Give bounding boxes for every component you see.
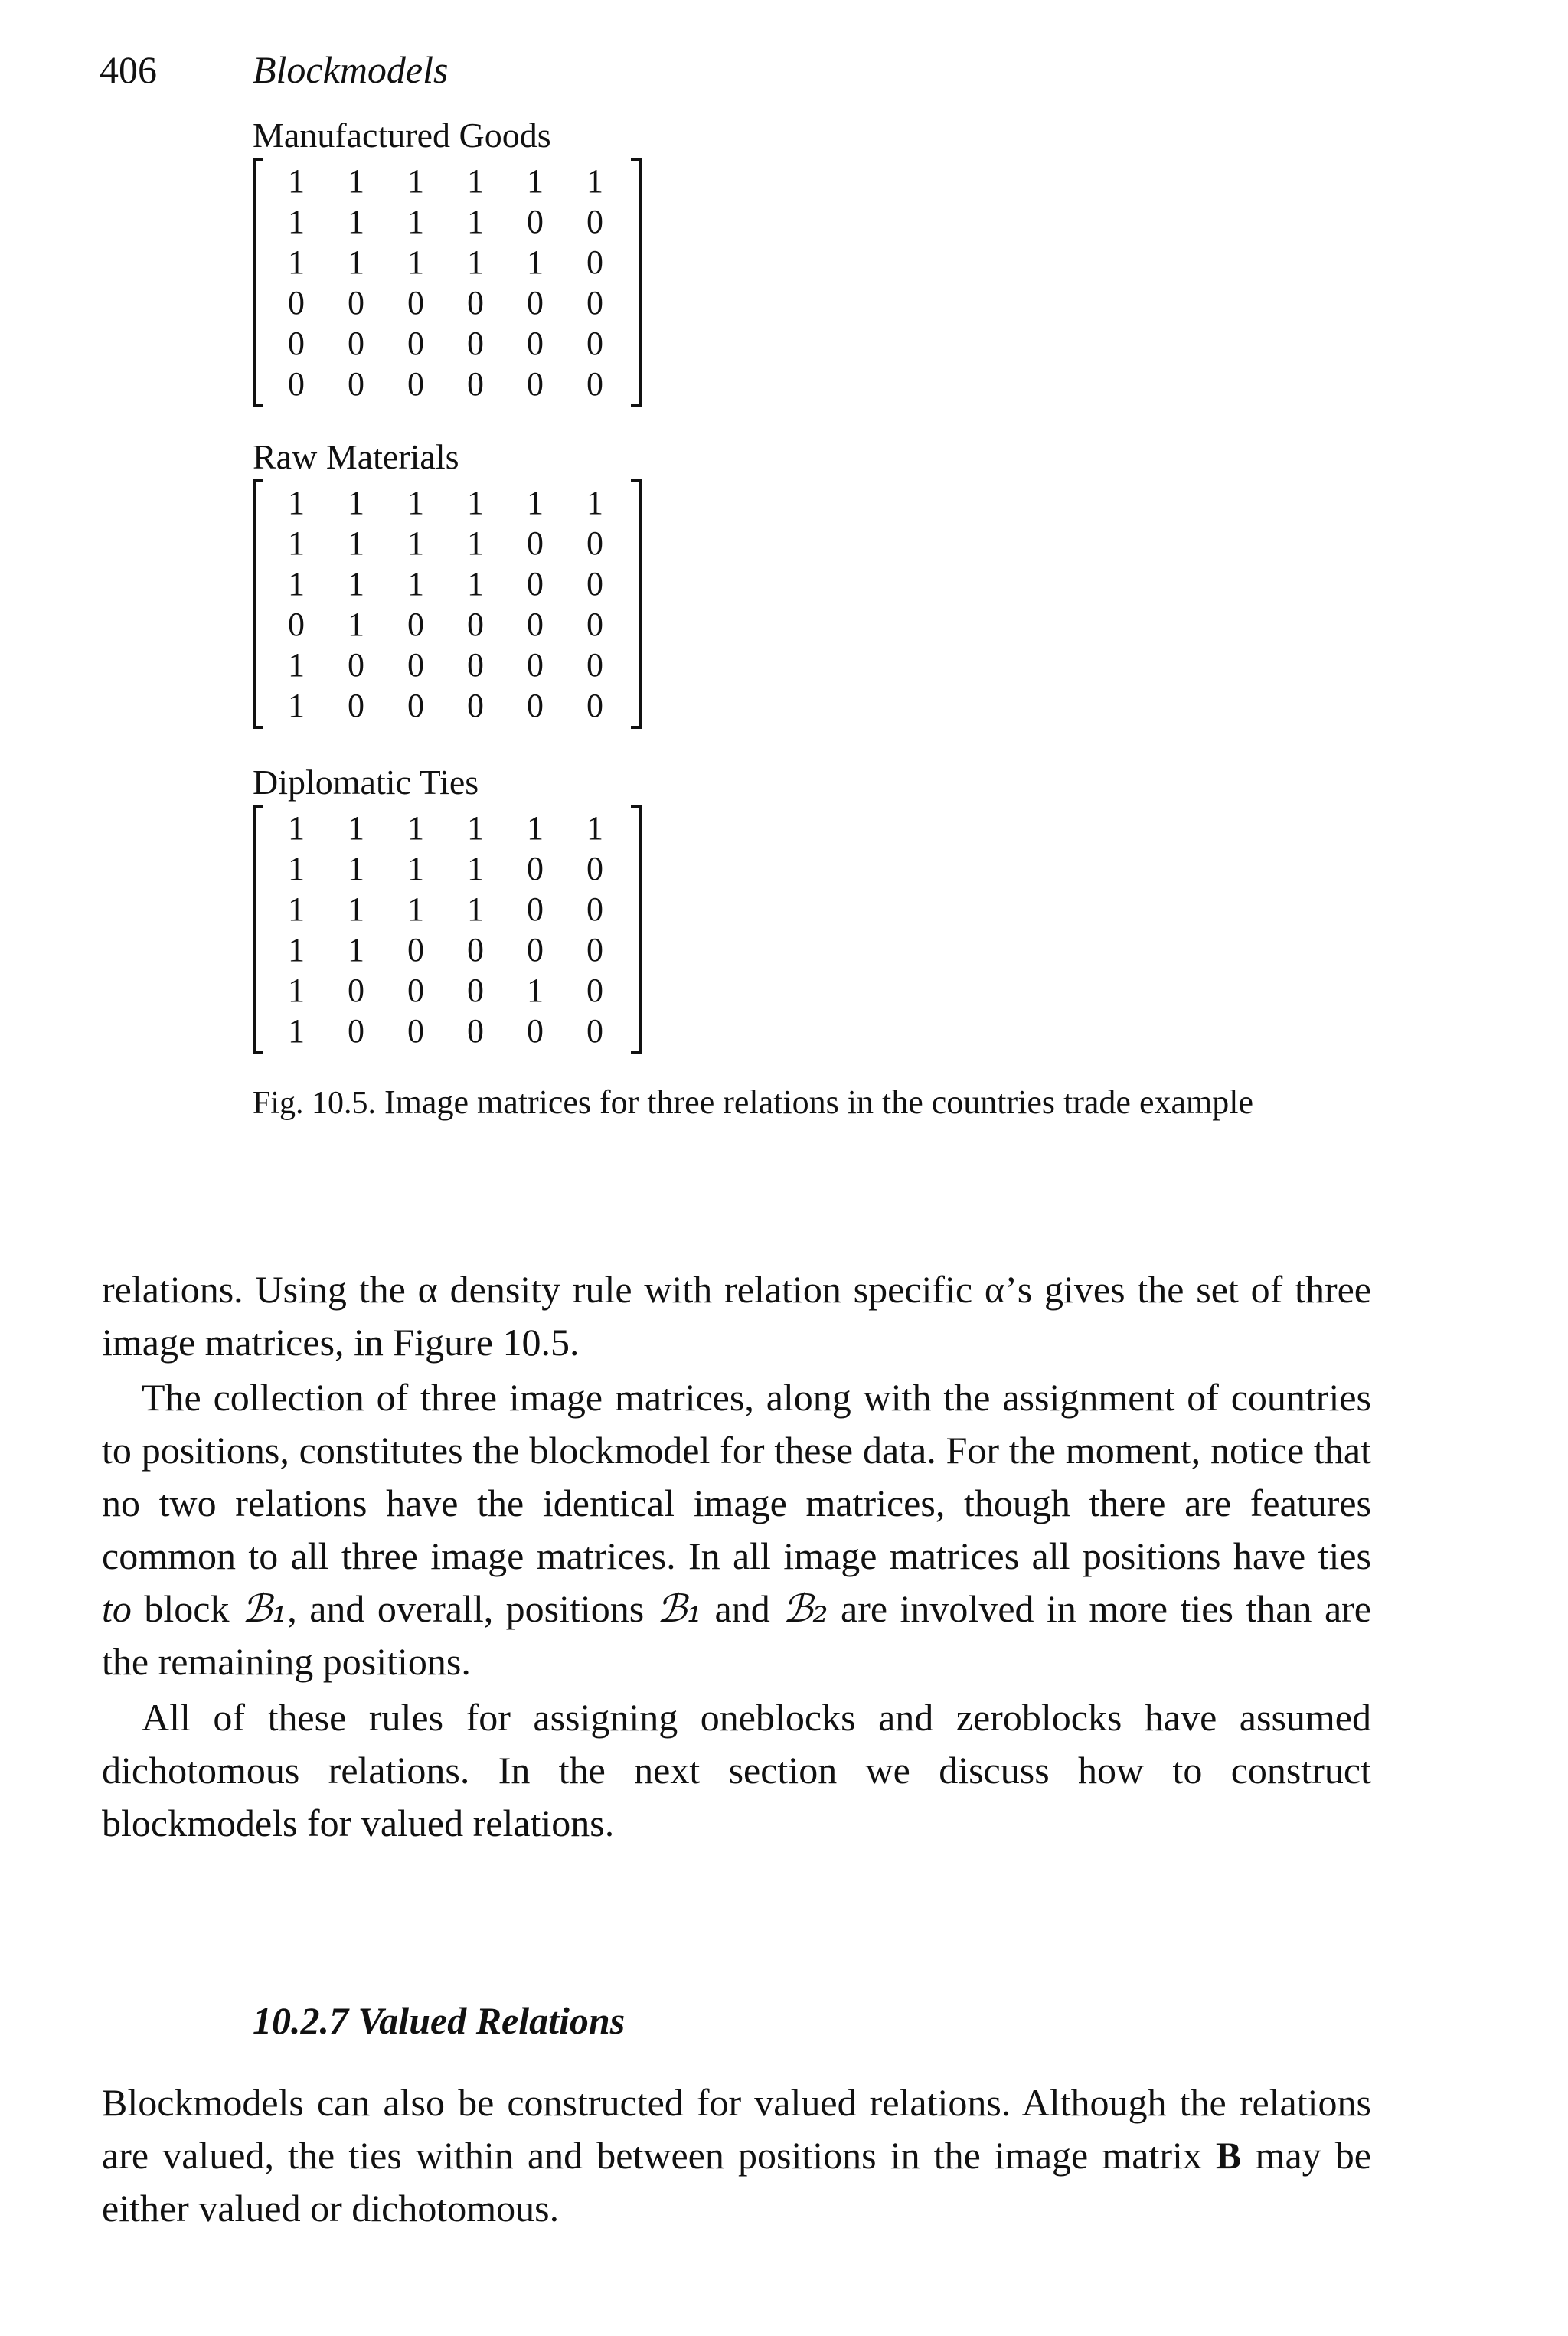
matrix-cell: 0 [407,365,424,403]
matrix-cell: 1 [288,809,305,847]
matrix-cell: 0 [407,931,424,969]
matrix-cell: 0 [527,606,544,643]
matrix-cell: 0 [586,890,603,928]
matrix-cell: 0 [288,325,305,362]
matrix-block-diplomatic-ties [253,762,651,1054]
matrix-cell: 1 [348,565,364,603]
matrix-cell: 1 [467,890,484,928]
matrix-cell: 1 [288,565,305,603]
matrix [253,805,642,1054]
matrix-title: Diplomatic Ties [253,763,479,802]
matrix-cell: 1 [288,687,305,724]
figure-caption [253,1081,1370,1125]
matrix-cell: 0 [586,931,603,969]
matrix-cell: 1 [348,524,364,562]
matrix-cell: 1 [407,524,424,562]
p2-text-c: , and overall, positions [287,1587,657,1630]
matrix-cell: 1 [407,850,424,887]
matrix-title: Raw Materials [253,437,459,476]
matrix-cell: 0 [467,606,484,643]
matrix-row [256,161,639,201]
matrix-row [256,604,639,645]
caption-label: Fig. 10.5. [253,1086,377,1121]
matrix-row [256,848,639,889]
matrix-cell: 1 [527,484,544,521]
matrix-row [256,929,639,970]
matrix-cell: 1 [288,890,305,928]
matrix-cell: 1 [407,809,424,847]
matrix-block-manufactured-goods [253,115,651,407]
matrix-cell: 1 [348,203,364,240]
matrix [253,479,642,729]
matrix-cell: 1 [348,243,364,281]
matrix-cell: 0 [527,524,544,562]
matrix-cell: 0 [586,850,603,887]
matrix-cell: 0 [467,972,484,1009]
matrix-cell: 1 [348,162,364,200]
matrix-cell: 0 [527,284,544,322]
matrix-cell: 1 [407,243,424,281]
matrix-cell: 1 [407,565,424,603]
matrix-cell: 1 [288,646,305,684]
matrix-cell: 0 [527,203,544,240]
p2-text-e: are involved in more ties than are the remaining positions. [102,1587,1371,1683]
matrix-cell: 1 [407,203,424,240]
matrix-cell: 0 [348,284,364,322]
matrix-title: Manufactured Goods [253,116,551,155]
matrix-b-symbol: B [1216,2134,1242,2177]
matrix-row [256,482,639,523]
matrix-cell: 0 [348,1012,364,1050]
matrix-cell: 1 [288,972,305,1009]
matrix-row [256,201,639,242]
page-number: 406 [100,48,157,91]
matrix-cell: 1 [348,890,364,928]
p2-emphasis-to: to [102,1587,132,1630]
matrix-cell: 1 [348,931,364,969]
block-b1-symbol: ℬ₁ [656,1586,703,1631]
p4-text-a: Blockmodels can also be constructed for valued relations. Although the relations are valued, the ties within and between positions in the image matrix [102,2081,1371,2177]
matrix-cell: 0 [586,972,603,1009]
matrix-cell: 1 [586,809,603,847]
matrix-cell: 0 [407,606,424,643]
matrix-cell: 0 [407,284,424,322]
matrix-cell: 0 [527,365,544,403]
matrix-cell: 0 [348,646,364,684]
matrix-cell: 0 [527,687,544,724]
matrix-cell: 1 [348,850,364,887]
matrix-cell: 1 [467,850,484,887]
matrix-cell: 0 [348,325,364,362]
matrix-cell: 0 [586,524,603,562]
matrix-cell: 0 [586,284,603,322]
matrix-row [256,283,639,323]
block-b1-symbol: ℬ₁ [241,1586,288,1631]
matrix-cell: 1 [527,972,544,1009]
matrix-cell: 1 [527,809,544,847]
matrix-cell: 0 [467,365,484,403]
matrix-cell: 0 [407,646,424,684]
matrix-cell: 0 [527,325,544,362]
matrix-cell: 1 [348,484,364,521]
matrix-cell: 1 [586,162,603,200]
matrix-cell: 1 [467,243,484,281]
matrix-cell: 1 [288,243,305,281]
matrix-cell: 0 [407,687,424,724]
matrix-cell: 0 [586,365,603,403]
matrix-cell: 0 [586,687,603,724]
paragraph-2 [102,1371,1371,1688]
matrix-cell: 0 [586,325,603,362]
matrix-cell: 0 [467,646,484,684]
caption-text: Image matrices for three relations in the countries trade example [384,1083,1253,1121]
matrix-cell: 0 [348,972,364,1009]
paragraph-1: relations. Using the α density rule with relation specific α’s gives the set of three image matrices, in Figure 10.5. [102,1268,1371,1364]
matrix-cell: 0 [467,687,484,724]
matrix-cell: 1 [407,484,424,521]
matrix-cell: 1 [348,809,364,847]
matrix [253,158,642,407]
matrix-row [256,970,639,1011]
matrix-cell: 0 [467,931,484,969]
matrix-cell: 1 [288,203,305,240]
matrix-cell: 1 [527,162,544,200]
matrix-cell: 1 [467,484,484,521]
matrix-cell: 1 [288,162,305,200]
matrix-block-raw-materials [253,436,651,729]
matrix-cell: 0 [527,1012,544,1050]
matrix-cell: 0 [288,606,305,643]
matrix-cell: 1 [467,203,484,240]
matrix-cell: 1 [467,809,484,847]
matrix-row [256,1011,639,1051]
matrix-cell: 1 [288,850,305,887]
matrix-row [256,685,639,726]
matrix-row [256,242,639,283]
matrix-cell: 1 [407,162,424,200]
matrix-cell: 1 [288,1012,305,1050]
running-head: Blockmodels [253,48,449,91]
matrix-row [256,323,639,364]
matrix-cell: 0 [586,243,603,281]
matrix-cell: 1 [348,606,364,643]
matrix-cell: 0 [467,1012,484,1050]
matrix-cell: 1 [586,484,603,521]
matrix-cell: 0 [586,646,603,684]
matrix-cell: 0 [288,365,305,403]
matrix-row [256,808,639,848]
matrix-row [256,364,639,404]
matrix-cell: 0 [586,1012,603,1050]
matrix-cell: 1 [527,243,544,281]
matrix-cell: 0 [586,565,603,603]
p2-text-b: block [131,1587,242,1630]
matrix-cell: 0 [527,850,544,887]
matrix-cell: 1 [467,565,484,603]
matrix-cell: 0 [348,365,364,403]
matrix-cell: 0 [467,284,484,322]
matrix-row [256,889,639,929]
matrix-cell: 0 [288,284,305,322]
matrix-cell: 0 [527,931,544,969]
block-b2-symbol: ℬ₂ [782,1586,828,1631]
matrix-cell: 0 [586,203,603,240]
matrix-row [256,564,639,604]
p2-text-a: The collection of three image matrices, along with the assignment of countries to positions, constitutes the blockmodel for these data. For the moment, notice that no two relations have the identical image matrices, though there are features common to all three image matrices. In all image matrices all positions have ties [102,1376,1371,1577]
matrix-cell: 1 [467,524,484,562]
matrix-cell: 0 [527,565,544,603]
paragraph-3: All of these rules for assigning oneblocks and zeroblocks have assumed dichotomous relations. In the next section we discuss how to construct blockmodels for valued relations. [102,1696,1371,1844]
matrix-cell: 0 [407,972,424,1009]
matrix-cell: 0 [527,646,544,684]
matrix-cell: 1 [467,162,484,200]
matrix-cell: 1 [288,931,305,969]
matrix-row [256,523,639,564]
p4-text-b: may be either valued or dichotomous. [102,2134,1371,2230]
matrix-cell: 0 [467,325,484,362]
matrix-row [256,645,639,685]
matrix-cell: 0 [348,687,364,724]
matrix-cell: 0 [407,325,424,362]
paragraph-4 [102,2076,1371,2235]
matrix-cell: 0 [586,606,603,643]
section-heading: 10.2.7 Valued Relations [253,1999,626,2042]
matrix-cell: 0 [407,1012,424,1050]
matrix-cell: 0 [527,890,544,928]
matrix-cell: 1 [288,524,305,562]
matrix-cell: 1 [407,890,424,928]
p2-text-d: and [702,1587,783,1630]
matrix-cell: 1 [288,484,305,521]
